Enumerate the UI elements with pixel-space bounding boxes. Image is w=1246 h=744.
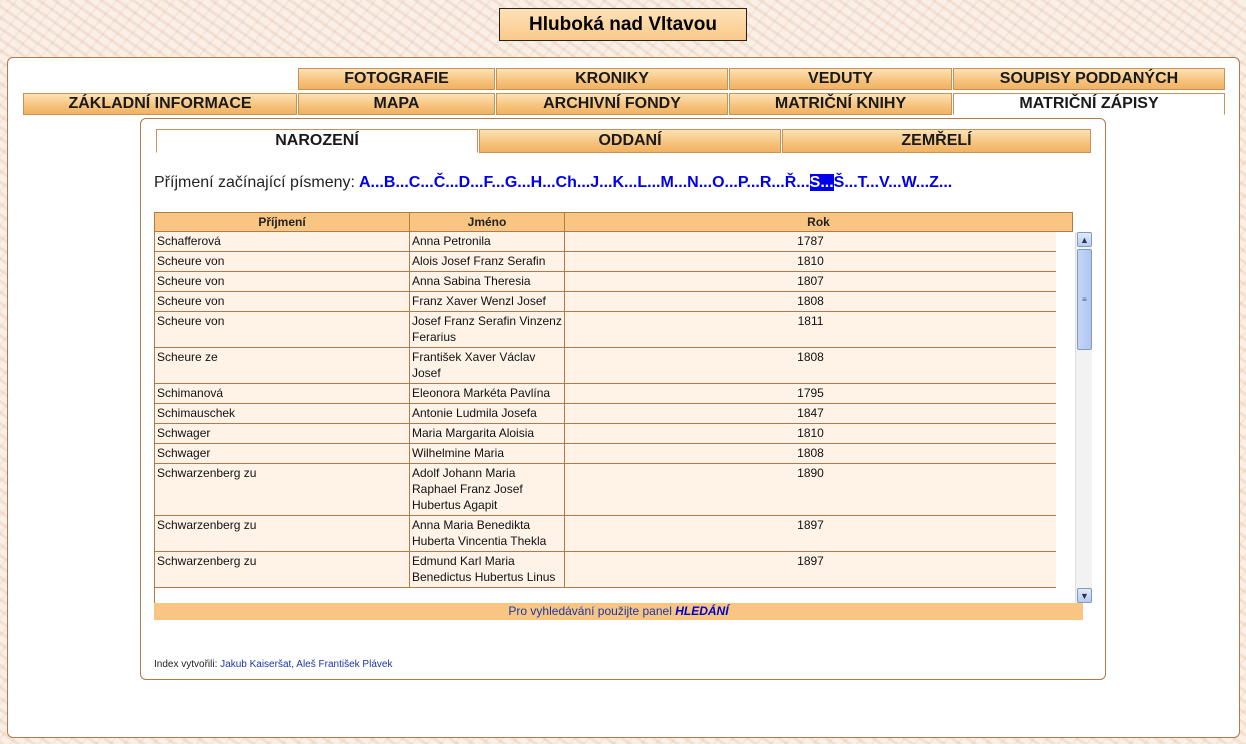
cell-year: 1808 bbox=[797, 294, 824, 308]
letter-link[interactable]: N bbox=[687, 174, 699, 191]
letter-link[interactable]: B bbox=[383, 174, 396, 191]
cell-name: Wilhelmine Maria bbox=[410, 444, 565, 463]
tab-veduty[interactable]: VEDUTY bbox=[729, 68, 952, 90]
cell-year: 1808 bbox=[797, 350, 824, 364]
cell-year: 1811 bbox=[797, 314, 824, 328]
scroll-thumb[interactable]: ≡ bbox=[1077, 249, 1092, 350]
letter-link[interactable]: R bbox=[759, 174, 772, 191]
letter-separator: ... bbox=[938, 174, 953, 191]
cell-surname: Schwarzenberg zu bbox=[155, 464, 410, 515]
letter-separator: ... bbox=[395, 174, 409, 191]
letter-separator: ... bbox=[470, 174, 484, 191]
table-rows bbox=[155, 232, 1056, 588]
subtab-zemreli[interactable]: ZEMŘELÍ bbox=[782, 129, 1091, 153]
table-row[interactable] bbox=[155, 312, 1056, 348]
cell-name: Franz Xaver Wenzl Josef bbox=[410, 292, 565, 311]
letter-index bbox=[154, 174, 952, 192]
cell-surname: Scheure von bbox=[155, 272, 410, 291]
search-panel-link[interactable]: HLEDÁNÍ bbox=[675, 604, 729, 618]
letter-link[interactable]: D bbox=[458, 174, 471, 191]
letter-separator: ... bbox=[796, 174, 810, 191]
tab-matricni-knihy[interactable]: MATRIČNÍ KNIHY bbox=[729, 93, 952, 115]
letter-link[interactable]: O bbox=[712, 174, 725, 191]
table-row[interactable] bbox=[155, 384, 1056, 404]
letter-link[interactable]: V bbox=[879, 174, 889, 191]
header-name: Jméno bbox=[410, 213, 565, 231]
records-table bbox=[154, 212, 1092, 620]
letter-separator: ... bbox=[517, 174, 531, 191]
credits bbox=[154, 659, 392, 670]
cell-year: 1897 bbox=[797, 554, 824, 568]
letter-separator: ... bbox=[915, 174, 930, 191]
subtab-narozeni[interactable]: NAROZENÍ bbox=[156, 129, 478, 153]
records-panel bbox=[140, 118, 1106, 680]
table-row[interactable] bbox=[155, 272, 1056, 292]
cell-name: Maria Margarita Aloisia bbox=[410, 424, 565, 443]
table-row[interactable] bbox=[155, 464, 1056, 516]
letter-separator: ... bbox=[420, 174, 434, 191]
letter-link[interactable]: W bbox=[901, 174, 916, 191]
letter-link[interactable]: F bbox=[483, 174, 492, 191]
letter-link[interactable]: J bbox=[590, 174, 600, 191]
tab-zakladni-informace[interactable]: ZÁKLADNÍ INFORMACE bbox=[23, 93, 297, 115]
letter-link[interactable]: K bbox=[612, 174, 625, 191]
cell-surname: Schimauschek bbox=[155, 404, 410, 423]
letter-link[interactable]: P bbox=[737, 174, 747, 191]
cell-year: 1810 bbox=[797, 426, 824, 440]
letter-separator: ... bbox=[888, 174, 902, 191]
cell-name: Alois Josef Franz Serafin bbox=[410, 252, 565, 271]
letter-link[interactable]: A bbox=[358, 174, 371, 191]
subtab-oddani[interactable]: ODDANÍ bbox=[479, 129, 781, 153]
letter-separator: ... bbox=[673, 174, 688, 191]
tab-fotografie[interactable]: FOTOGRAFIE bbox=[298, 68, 495, 90]
table-row[interactable] bbox=[155, 424, 1056, 444]
vertical-scrollbar[interactable] bbox=[1075, 232, 1092, 603]
letter-separator: ... bbox=[698, 174, 713, 191]
table-row[interactable] bbox=[155, 404, 1056, 424]
letter-link[interactable]: S bbox=[809, 174, 821, 191]
letter-link[interactable]: C bbox=[408, 174, 421, 191]
cell-surname: Schwarzenberg zu bbox=[155, 552, 410, 587]
credits-names[interactable]: Jakub Kaiseršat, Aleš František Plávek bbox=[220, 659, 393, 670]
table-row[interactable] bbox=[155, 516, 1056, 552]
letter-separator: ... bbox=[491, 174, 505, 191]
cell-surname: Scheure von bbox=[155, 312, 410, 347]
letter-separator: ... bbox=[746, 174, 760, 191]
arrow-down-icon[interactable]: ▼ bbox=[1077, 588, 1092, 603]
header-year: Rok bbox=[807, 215, 830, 229]
cell-name: Anna Petronila bbox=[410, 232, 565, 251]
letter-link[interactable]: Z bbox=[929, 174, 939, 191]
cell-surname: Schwarzenberg zu bbox=[155, 516, 410, 551]
cell-name: Anna Sabina Theresia bbox=[410, 272, 565, 291]
cell-surname: Schwager bbox=[155, 444, 410, 463]
table-row[interactable] bbox=[155, 252, 1056, 272]
tab-archivni-fondy[interactable]: ARCHIVNÍ FONDY bbox=[496, 93, 728, 115]
tab-kroniky[interactable]: KRONIKY bbox=[496, 68, 728, 90]
letter-separator: ... bbox=[542, 174, 556, 191]
header-surname: Příjmení bbox=[155, 213, 410, 231]
table-header bbox=[154, 212, 1073, 232]
letter-link[interactable]: L bbox=[637, 174, 648, 191]
table-row[interactable] bbox=[155, 444, 1056, 464]
cell-year: 1795 bbox=[797, 386, 824, 400]
cell-year: 1787 bbox=[797, 234, 824, 248]
letter-separator: ... bbox=[724, 174, 738, 191]
cell-year: 1847 bbox=[797, 406, 824, 420]
cell-name: Edmund Karl Maria Benedictus Hubertus Linus bbox=[410, 552, 565, 587]
letter-link[interactable]: Š bbox=[833, 174, 845, 191]
cell-surname: Schafferová bbox=[155, 232, 410, 251]
cell-year: 1808 bbox=[797, 446, 824, 460]
cell-surname: Schwager bbox=[155, 424, 410, 443]
letter-separator: ... bbox=[844, 174, 858, 191]
letter-link[interactable]: H bbox=[530, 174, 543, 191]
search-hint bbox=[154, 603, 1083, 620]
letter-separator: ... bbox=[445, 174, 459, 191]
cell-name: Adolf Johann Maria Raphael Franz Josef Hubertus Agapit bbox=[410, 464, 565, 515]
letter-index-label: Příjmení začínající písmeny: bbox=[154, 174, 355, 191]
cell-year: 1890 bbox=[797, 466, 824, 480]
table-body[interactable] bbox=[154, 232, 1092, 603]
cell-surname: Schimanová bbox=[155, 384, 410, 403]
letter-link[interactable]: Ř bbox=[784, 174, 797, 191]
search-hint-text: Pro vyhledávání použijte panel bbox=[508, 604, 672, 618]
table-row[interactable] bbox=[155, 232, 1056, 252]
letter-separator: ... bbox=[771, 174, 785, 191]
letter-separator: ... bbox=[370, 174, 384, 191]
credits-label: Index vytvořili: bbox=[154, 659, 218, 670]
tab-mapa[interactable]: MAPA bbox=[298, 93, 495, 115]
letter-link[interactable]: M bbox=[660, 174, 674, 191]
letter-separator: ... bbox=[576, 174, 591, 191]
tab-matricni-zapisy[interactable]: MATRIČNÍ ZÁPISY bbox=[953, 93, 1225, 115]
letter-separator: ... bbox=[599, 174, 613, 191]
letter-link[interactable]: G bbox=[504, 174, 518, 191]
cell-surname: Scheure von bbox=[155, 252, 410, 271]
table-row[interactable] bbox=[155, 552, 1056, 588]
tab-soupisy-poddanych[interactable]: SOUPISY PODDANÝCH bbox=[953, 68, 1225, 90]
cell-name: František Xaver Václav Josef bbox=[410, 348, 565, 383]
table-row[interactable] bbox=[155, 348, 1056, 384]
letter-separator: ... bbox=[624, 174, 638, 191]
letter-link[interactable]: T bbox=[857, 174, 866, 191]
cell-surname: Scheure ze bbox=[155, 348, 410, 383]
cell-year: 1807 bbox=[797, 274, 824, 288]
table-row[interactable] bbox=[155, 292, 1056, 312]
letter-separator: ... bbox=[647, 174, 661, 191]
cell-year: 1810 bbox=[797, 254, 824, 268]
letter-link[interactable]: Č bbox=[433, 174, 446, 191]
arrow-up-icon[interactable]: ▲ bbox=[1077, 232, 1092, 247]
site-title: Hluboká nad Vltavou bbox=[499, 8, 747, 41]
cell-name: Eleonora Markéta Pavlína bbox=[410, 384, 565, 403]
letter-separator: ... bbox=[820, 174, 834, 191]
cell-name: Antonie Ludmila Josefa bbox=[410, 404, 565, 423]
cell-surname: Scheure von bbox=[155, 292, 410, 311]
letter-link[interactable]: Ch bbox=[555, 174, 577, 191]
cell-year: 1897 bbox=[797, 518, 824, 532]
cell-name: Anna Maria Benedikta Huberta Vincentia Thekla bbox=[410, 516, 565, 551]
letter-separator: ... bbox=[865, 174, 880, 191]
cell-name: Josef Franz Serafin Vinzenz Ferarius bbox=[410, 312, 565, 347]
